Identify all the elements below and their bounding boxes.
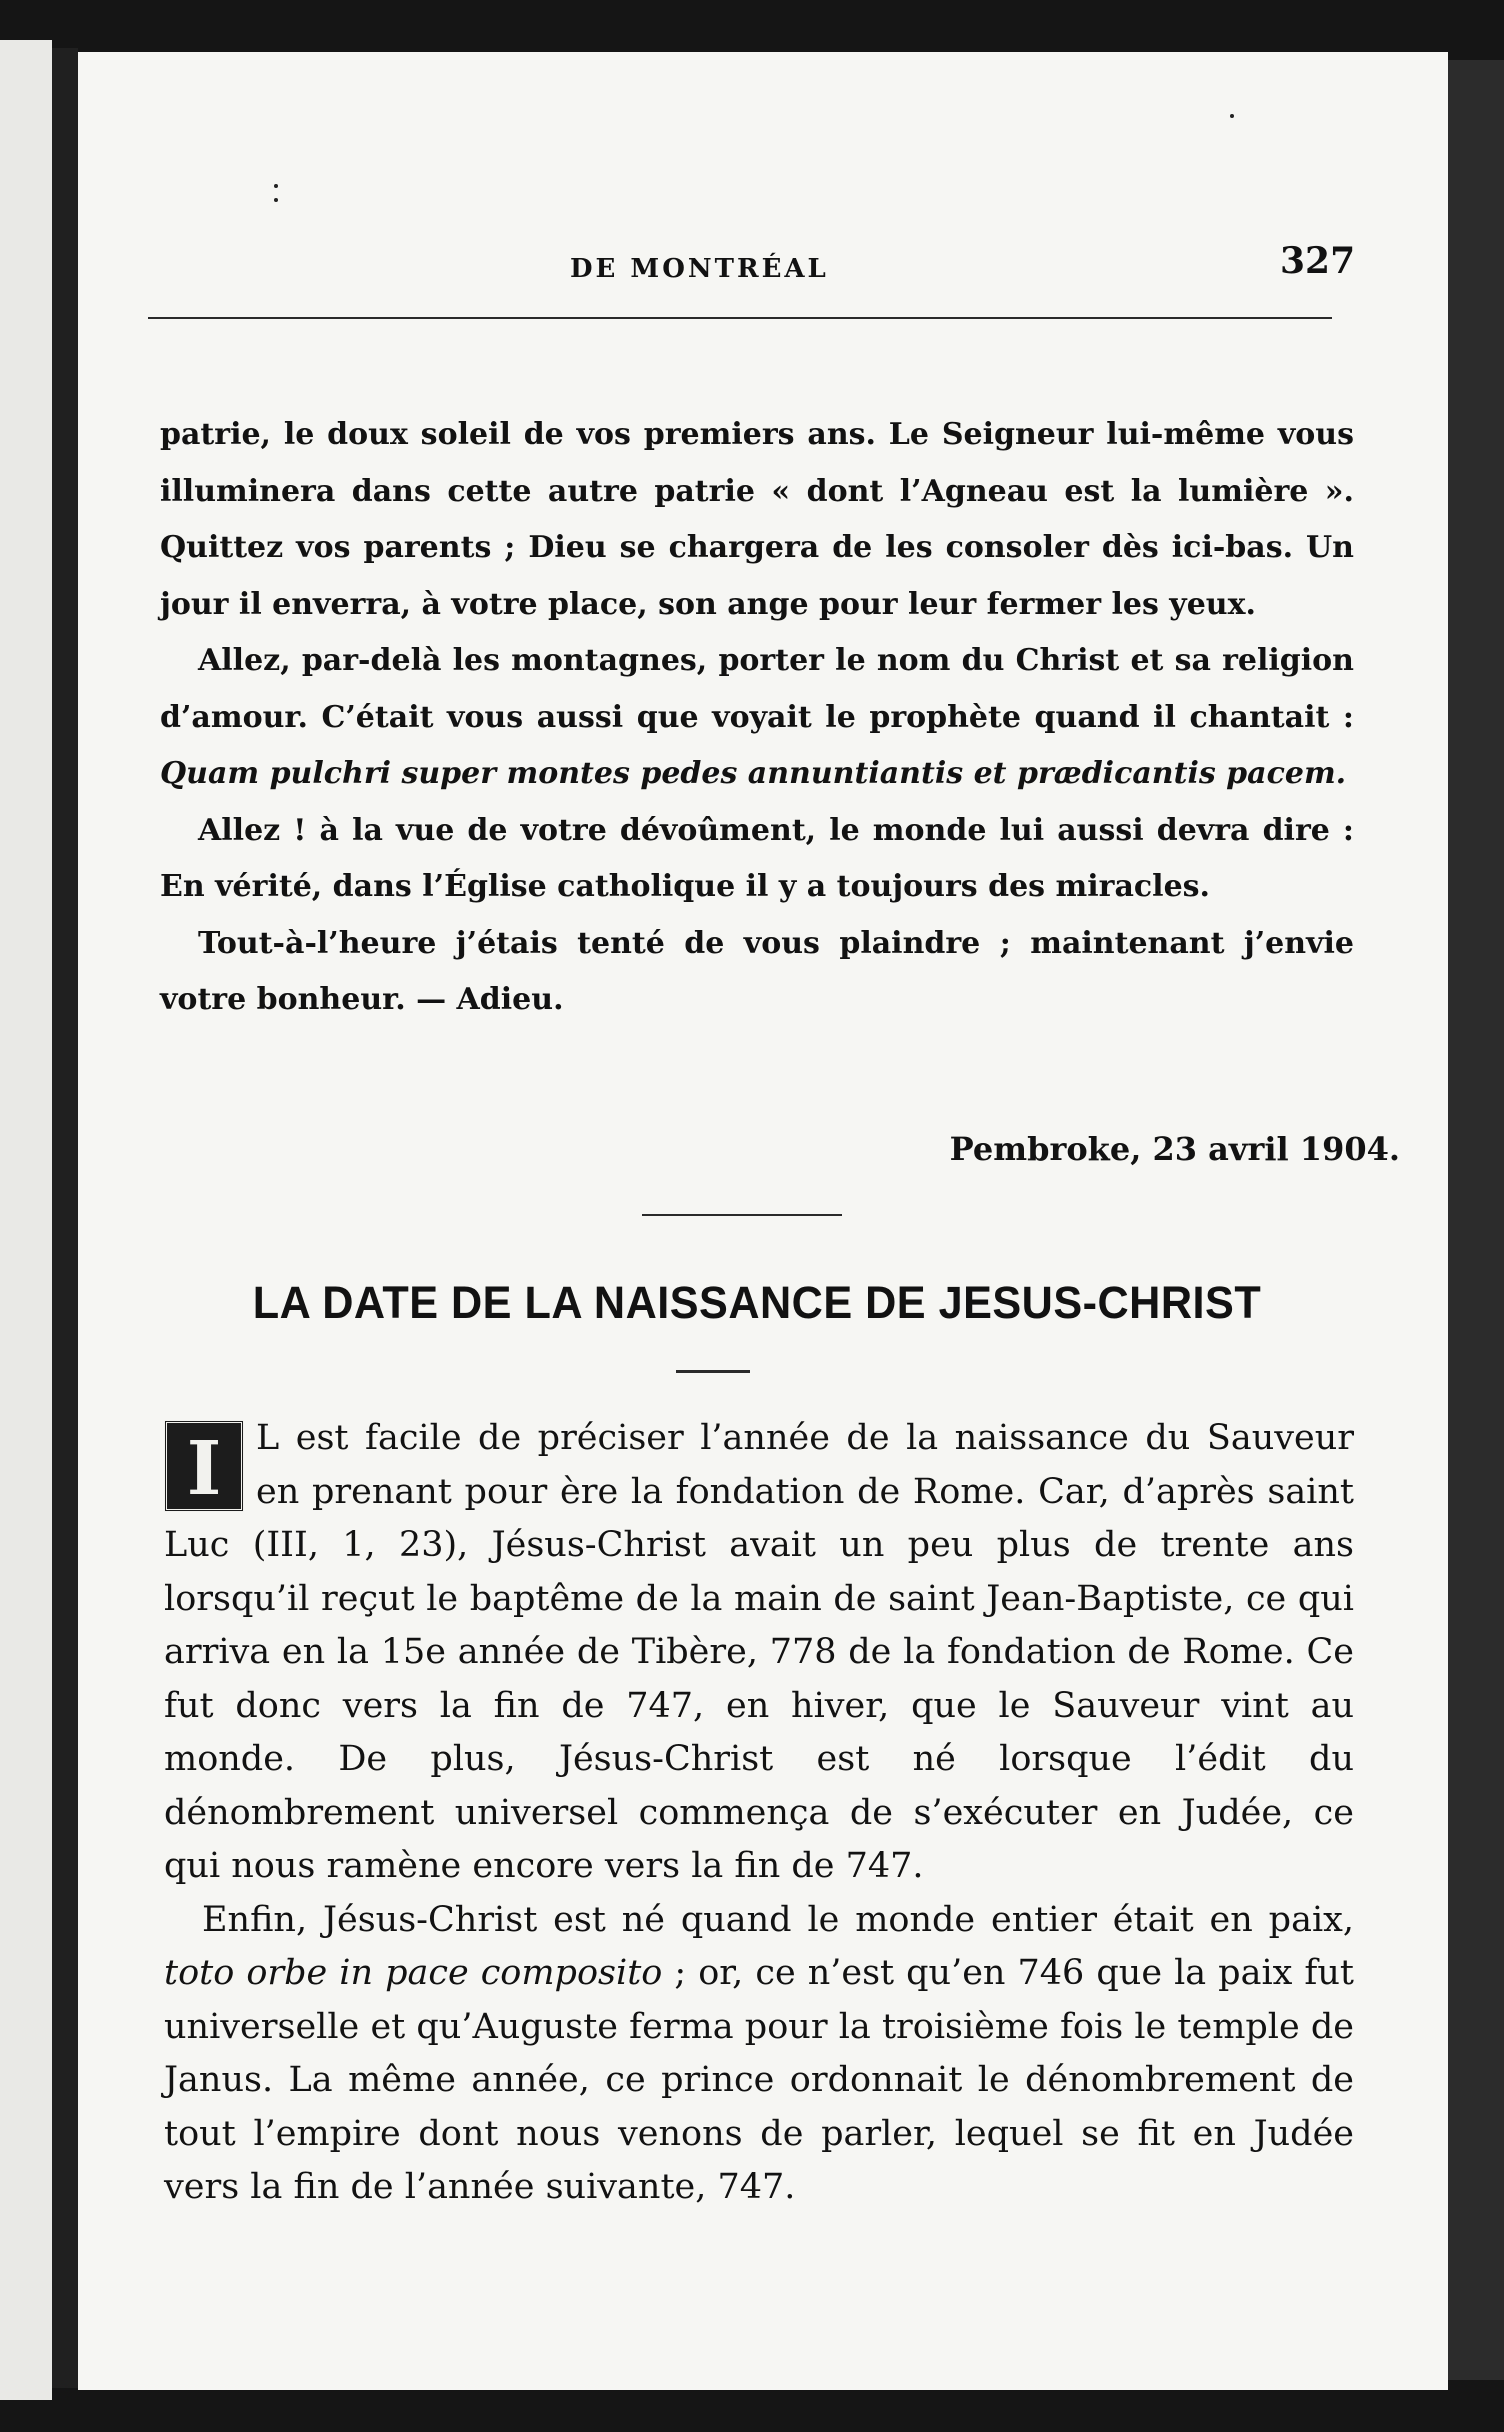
header-rule	[148, 317, 1332, 319]
article-paragraph	[164, 1412, 1354, 1894]
article-body	[164, 1412, 1354, 2215]
letter-signoff: Pembroke, 23 avril 1904.	[949, 1130, 1400, 1168]
page-edge-shadow	[1448, 60, 1504, 2380]
print-speck	[274, 184, 278, 188]
article-title: LA DATE DE LA NAISSANCE DE JESUS-CHRIST	[252, 1277, 1262, 1328]
drop-cap-space	[164, 1412, 256, 1504]
letter-paragraph: Allez ! à la vue de votre dévoûment, le monde lui aussi devra dire : En vérité, dans l’Église catholique il y a toujours des miracles.	[160, 812, 1354, 904]
title-separator	[676, 1370, 750, 1373]
article-text-run: ; or, ce n’est qu’en 746 que la paix fut universelle et qu’Auguste ferma pour la troisième fois le temple de Janus. La même année, ce prince ordonnait le dénombrement de tout l’empire dont nous venons de parler, lequel se fit en Judée vers la fin de l’année suivante, 747.	[164, 1953, 1354, 2207]
running-title: DE MONTRÉAL	[570, 254, 829, 284]
facing-page-edge	[0, 40, 52, 2400]
section-separator	[642, 1214, 842, 1216]
drop-cap: I	[164, 1420, 244, 1512]
latin-quotation: Quam pulchri super montes pedes annuntiantis et prædicantis pacem.	[160, 756, 1347, 791]
print-speck	[1230, 114, 1234, 118]
letter-paragraph: patrie, le doux soleil de vos premiers ans. Le Seigneur lui-même vous illuminera dans cette autre patrie « dont l’Agneau est la lumière ». Quittez vos parents ; Dieu se chargera de les consoler dès ici-bas. Un jour il enverra, à votre place, son ange pour leur fermer les yeux.	[160, 417, 1354, 622]
letter-paragraph	[160, 633, 1354, 803]
article-text-run: L est facile de préciser l’année de la naissance du Sauveur en prenant pour ère la fondation de Rome. Car, d’après saint Luc (III, 1, 23), Jésus-Christ avait un peu plus de trente ans lorsqu’il reçut le baptême de la main de saint Jean-Baptiste, ce qui arriva en la 15e année de Tibère, 778 de la fondation de Rome. Ce fut donc vers la fin de 747, en hiver, que le Sauveur vint au monde. De plus, Jésus-Christ est né lorsque l’édit du dénombrement universel commença de s’exécuter en Judée, ce qui nous ramène encore vers la fin de 747.	[164, 1418, 1354, 1886]
book-binding	[52, 48, 78, 2388]
letter-text-run: Allez, par-delà les montagnes, porter le nom du Christ et sa religion d’amour. C’était vous aussi que voyait le prophète quand il chantait :	[160, 643, 1354, 735]
letter-paragraph: Tout-à-l’heure j’étais tenté de vous plaindre ; maintenant j’envie votre bonheur. — Adieu.	[160, 925, 1354, 1017]
article-text-run: Enfin, Jésus-Christ est né quand le monde entier était en paix,	[202, 1899, 1354, 1940]
letter-text	[160, 407, 1354, 1029]
print-speck	[274, 198, 278, 202]
latin-phrase: toto orbe in pace composito	[164, 1953, 663, 1993]
article-paragraph	[164, 1894, 1354, 2215]
page-number: 327	[1280, 240, 1356, 282]
book-page	[78, 52, 1448, 2390]
